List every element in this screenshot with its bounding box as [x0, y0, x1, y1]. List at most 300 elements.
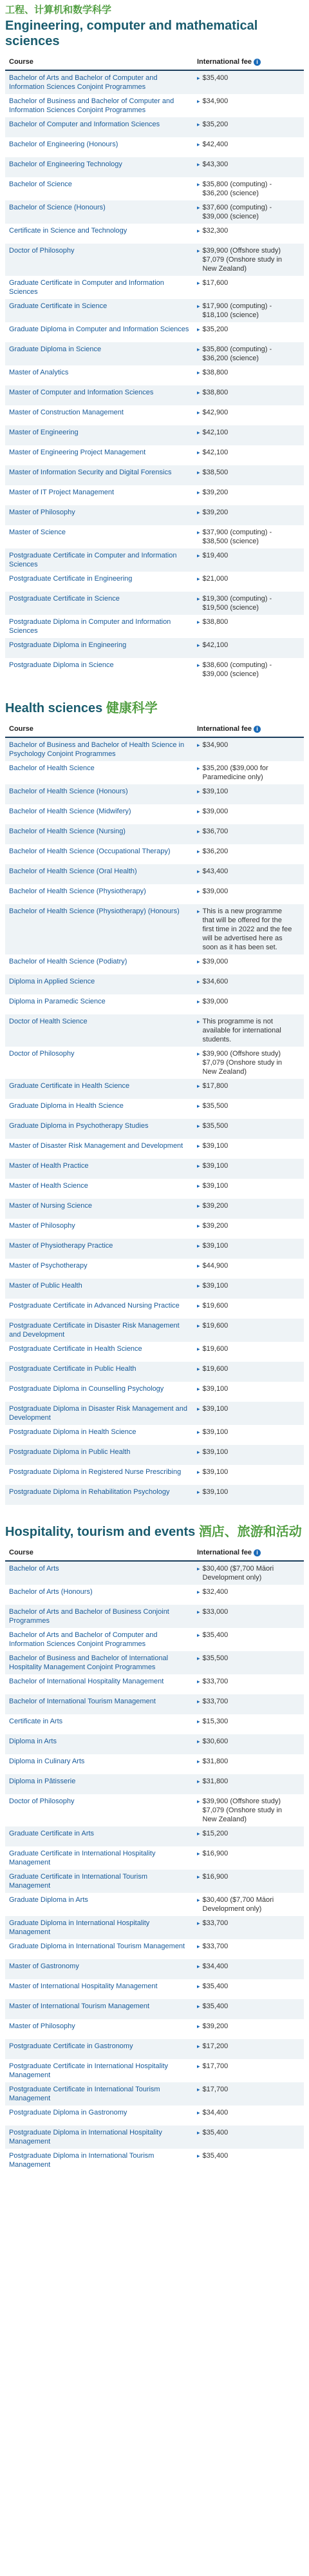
course-name[interactable]: Bachelor of Arts (Honours): [9, 1588, 93, 1596]
bullet-arrow-icon: ▸: [197, 1163, 200, 1169]
section-title: [5, 701, 304, 716]
table-row: [5, 1734, 304, 1754]
table-row: [5, 525, 304, 548]
bullet-arrow-icon: ▸: [197, 489, 200, 496]
bullet-arrow-icon: ▸: [197, 1469, 200, 1475]
course-name[interactable]: Master of Engineering: [5, 425, 193, 445]
fee-value: $16,900: [202, 1873, 229, 1881]
fee-value: $39,900 (Offshore study) $7,079 (Onshore study in New Zealand): [202, 1797, 283, 1823]
fee-cell: [193, 1870, 304, 1893]
table-row: [5, 94, 304, 117]
bullet-arrow-icon: ▸: [197, 1449, 200, 1455]
table-row: [5, 638, 304, 658]
course-name[interactable]: Bachelor of Engineering Technology: [5, 157, 193, 177]
course-name[interactable]: Graduate Diploma in International Tourism Management: [9, 1942, 185, 1950]
section-title: [5, 3, 304, 49]
course-name[interactable]: Bachelor of Health Science: [9, 764, 95, 772]
bullet-arrow-icon: ▸: [197, 642, 200, 648]
course-name[interactable]: Postgraduate Diploma in International Hospitality Management: [5, 2126, 193, 2149]
fee-cell: [193, 94, 304, 117]
fee-cell: [193, 1959, 304, 1979]
table-row: [5, 299, 304, 322]
course-name[interactable]: Postgraduate Certificate in Disaster Risk Management and Development: [5, 1319, 193, 1342]
course-name[interactable]: Master of Computer and Information Sciences: [5, 385, 193, 405]
fee-value: $35,400: [202, 1982, 229, 1990]
course-name[interactable]: Bachelor of Arts and Bachelor of Business Conjoint Programmes: [5, 1605, 193, 1628]
fee-cell: [193, 2019, 304, 2039]
fee-value: $35,400: [202, 2002, 229, 2010]
table-row: [5, 322, 304, 342]
bullet-arrow-icon: ▸: [197, 1758, 200, 1765]
fee-value: $38,500: [202, 469, 229, 476]
course-name[interactable]: Postgraduate Certificate in Health Science: [9, 1345, 142, 1353]
table-row: [5, 1628, 304, 1651]
course-name[interactable]: Graduate Diploma in International Hospitality Management: [5, 1916, 193, 1939]
fee-value: $39,100: [202, 1488, 229, 1496]
course-name[interactable]: Postgraduate Diploma in International Tourism Management: [9, 2152, 154, 2169]
fee-cell: [193, 1846, 304, 1870]
fee-cell: [193, 299, 304, 322]
fee-value: $17,200: [202, 2042, 229, 2050]
fee-value: $39,200: [202, 1202, 229, 1210]
course-name[interactable]: Postgraduate Diploma in Public Health: [5, 1445, 193, 1465]
fee-value: $35,400: [202, 1631, 229, 1639]
course-name[interactable]: Master of Philosophy: [5, 505, 193, 525]
fee-value: $39,200: [202, 508, 229, 516]
table-row: [5, 1561, 304, 1585]
fee-cell: [193, 1219, 304, 1239]
fee-cell: [193, 737, 304, 761]
fee-value: $42,100: [202, 641, 229, 649]
table-row: [5, 737, 304, 761]
course-name[interactable]: Postgraduate Certificate in International Tourism Management: [5, 2082, 193, 2106]
fee-cell: [193, 844, 304, 864]
fee-value: $39,100: [202, 1282, 229, 1290]
table-row: [5, 1119, 304, 1139]
fee-value: $32,400: [202, 1588, 229, 1596]
course-name[interactable]: Postgraduate Diploma in Disaster Risk Management and Development: [5, 1402, 193, 1425]
table-row: [5, 572, 304, 592]
fee-value: $38,800: [202, 618, 229, 626]
fee-cell: [193, 276, 304, 299]
course-name[interactable]: Graduate Certificate in Health Science: [5, 1079, 193, 1099]
info-icon[interactable]: i: [254, 59, 261, 66]
info-icon[interactable]: i: [254, 1549, 261, 1556]
course-name[interactable]: Postgraduate Diploma in Rehabilitation Psychology: [5, 1485, 193, 1505]
fee-value: $42,900: [202, 409, 229, 416]
fee-value: $33,700: [202, 1678, 229, 1685]
table-row: [5, 244, 304, 276]
course-name[interactable]: Postgraduate Certificate in Engineering: [9, 575, 133, 583]
course-name[interactable]: Bachelor of Science: [9, 180, 72, 188]
course-name[interactable]: Graduate Diploma in Science: [5, 342, 193, 365]
table-row: [5, 904, 304, 954]
fee-cell: [193, 525, 304, 548]
fee-cell: [193, 1445, 304, 1465]
fee-value: $36,200: [202, 847, 229, 855]
bullet-arrow-icon: ▸: [197, 1589, 200, 1595]
table-row: [5, 1585, 304, 1605]
table-row: [5, 1714, 304, 1734]
fee-value: $30,400 ($7,700 Māori Development only): [202, 1896, 274, 1913]
course-name[interactable]: Master of Engineering Project Management: [9, 449, 146, 456]
bullet-arrow-icon: ▸: [197, 998, 200, 1005]
course-name[interactable]: Bachelor of Health Science (Physiotherapy) (Honours): [5, 904, 193, 954]
fee-cell: [193, 1714, 304, 1734]
course-name[interactable]: Master of Philosophy: [9, 1222, 75, 1230]
table-row: [5, 365, 304, 385]
bullet-arrow-icon: ▸: [197, 908, 200, 915]
fee-value: $35,400: [202, 2129, 229, 2136]
fee-cell: [193, 1694, 304, 1714]
fee-cell: [193, 572, 304, 592]
bullet-arrow-icon: ▸: [197, 1983, 200, 1990]
bullet-arrow-icon: ▸: [197, 619, 200, 625]
table-row: [5, 2106, 304, 2126]
fee-cell: [193, 974, 304, 994]
course-name[interactable]: Postgraduate Certificate in Gastronomy: [5, 2039, 193, 2059]
fee-cell: [193, 761, 304, 784]
course-name[interactable]: Postgraduate Certificate in Computer and Information Sciences: [5, 548, 193, 572]
table-row: [5, 157, 304, 177]
table-row: [5, 1382, 304, 1402]
course-name[interactable]: Diploma in Culinary Arts: [9, 1758, 85, 1765]
bullet-arrow-icon: ▸: [197, 1143, 200, 1149]
course-name[interactable]: Graduate Diploma in Computer and Information Sciences: [9, 325, 189, 333]
fee-cell: [193, 2149, 304, 2172]
fee-value: $35,800 (computing) - $36,200 (science): [202, 345, 272, 362]
bullet-arrow-icon: ▸: [197, 1798, 200, 1805]
fee-value: $38,800: [202, 389, 229, 396]
course-name[interactable]: Postgraduate Diploma in Gastronomy: [9, 2109, 127, 2116]
fee-value: $19,600: [202, 1345, 229, 1353]
table-row: [5, 1605, 304, 1628]
fee-cell: [193, 864, 304, 884]
fee-value: $35,200 ($39,000 for Paramedicine only): [202, 764, 268, 781]
bullet-arrow-icon: ▸: [197, 1489, 200, 1495]
fee-cell: [193, 425, 304, 445]
bullet-arrow-icon: ▸: [197, 888, 200, 895]
fee-cell: [193, 465, 304, 485]
table-row: [5, 70, 304, 94]
course-name[interactable]: Master of Health Practice: [5, 1159, 193, 1179]
fee-value: $15,300: [202, 1718, 229, 1725]
course-name[interactable]: Diploma in Paramedic Science: [9, 998, 106, 1005]
bullet-arrow-icon: ▸: [197, 1386, 200, 1392]
section-title-cn: 健康科学: [106, 701, 158, 715]
course-name[interactable]: Graduate Certificate in Arts: [5, 1826, 193, 1846]
course-name[interactable]: Doctor of Health Science: [5, 1014, 193, 1047]
course-name[interactable]: Graduate Certificate in International Tourism Management: [5, 1870, 193, 1893]
course-name[interactable]: Postgraduate Diploma in Science: [9, 661, 114, 669]
fee-cell: [193, 1299, 304, 1319]
fee-cell: [193, 1826, 304, 1846]
info-icon[interactable]: i: [254, 726, 261, 733]
table-row: [5, 1179, 304, 1199]
course-name[interactable]: Bachelor of Health Science (Physiotherapy): [9, 887, 146, 895]
course-name[interactable]: Bachelor of Health Science (Midwifery): [9, 808, 131, 815]
table-row: [5, 548, 304, 572]
course-name[interactable]: Master of International Tourism Management: [5, 1999, 193, 2019]
fee-cell: [193, 117, 304, 137]
course-name[interactable]: Doctor of Philosophy: [9, 1797, 75, 1805]
fee-cell: [193, 1674, 304, 1694]
bullet-arrow-icon: ▸: [197, 1303, 200, 1309]
table-row: [5, 465, 304, 485]
fee-value: $39,000: [202, 887, 229, 895]
course-name[interactable]: Postgraduate Diploma in Health Science: [9, 1428, 136, 1436]
bullet-arrow-icon: ▸: [197, 1963, 200, 1970]
course-name[interactable]: Certificate in Science and Technology: [9, 227, 127, 235]
course-name[interactable]: Bachelor of Arts: [5, 1561, 193, 1585]
course-name[interactable]: Bachelor of Health Science (Honours): [5, 784, 193, 804]
course-name[interactable]: Bachelor of Business and Bachelor of Health Science in Psychology Conjoint Programmes: [5, 737, 193, 761]
bullet-arrow-icon: ▸: [197, 576, 200, 582]
fee-table: [5, 1545, 304, 2172]
course-name[interactable]: Master of Public Health: [5, 1279, 193, 1299]
bullet-arrow-icon: ▸: [197, 1943, 200, 1950]
course-name[interactable]: Bachelor of Health Science (Occupational Therapy): [9, 847, 171, 855]
course-name[interactable]: Diploma in Pâtisserie: [5, 1774, 193, 1794]
fee-value: $35,500: [202, 1122, 229, 1130]
fee-cell: [193, 1139, 304, 1159]
bullet-arrow-icon: ▸: [197, 828, 200, 835]
fee-cell: [193, 1979, 304, 1999]
table-row: [5, 405, 304, 425]
column-header-fee-label: International fee: [197, 725, 252, 733]
section-title-en: Health sciences: [5, 701, 103, 715]
course-name[interactable]: Master of Analytics: [9, 369, 69, 376]
course-name[interactable]: Master of Nursing Science: [5, 1199, 193, 1219]
bullet-arrow-icon: ▸: [197, 1850, 200, 1857]
table-row: [5, 1199, 304, 1219]
table-row: [5, 1425, 304, 1445]
table-row: [5, 117, 304, 137]
fee-value: $37,900 (computing) - $38,500 (science): [202, 528, 272, 545]
table-row: [5, 2126, 304, 2149]
fee-cell: [193, 548, 304, 572]
course-name[interactable]: Master of Construction Management: [9, 409, 124, 416]
table-row: [5, 1099, 304, 1119]
course-name[interactable]: Master of Science: [9, 528, 66, 536]
course-name[interactable]: Bachelor of Health Science (Podiatry): [9, 958, 127, 965]
bullet-arrow-icon: ▸: [197, 98, 200, 104]
course-name[interactable]: Doctor of Philosophy: [9, 1050, 75, 1058]
course-name[interactable]: Bachelor of Business and Bachelor of International Hospitality Management Conjoint Programmes: [5, 1651, 193, 1674]
column-header-fee: [193, 1545, 304, 1561]
course-name[interactable]: Postgraduate Certificate in Public Health: [5, 1362, 193, 1382]
bullet-arrow-icon: ▸: [197, 2043, 200, 2049]
course-name[interactable]: Bachelor of Computer and Information Sciences: [5, 117, 193, 137]
table-row: [5, 844, 304, 864]
course-name[interactable]: Postgraduate Diploma in Engineering: [5, 638, 193, 658]
bullet-arrow-icon: ▸: [197, 161, 200, 168]
fee-value: $35,200: [202, 121, 229, 128]
table-row: [5, 2059, 304, 2082]
bullet-arrow-icon: ▸: [197, 1346, 200, 1352]
fee-value: $39,900 (Offshore study) $7,079 (Onshore study in New Zealand): [202, 247, 283, 273]
course-name[interactable]: Master of Psychotherapy: [9, 1262, 88, 1270]
bullet-arrow-icon: ▸: [197, 1830, 200, 1837]
fee-cell: [193, 137, 304, 157]
table-row: [5, 1870, 304, 1893]
fee-value: $39,900 (Offshore study) $7,079 (Onshore study in New Zealand): [202, 1050, 283, 1076]
fee-value: $37,600 (computing) - $39,000 (science): [202, 204, 272, 220]
fee-cell: [193, 1362, 304, 1382]
bullet-arrow-icon: ▸: [197, 1738, 200, 1745]
course-name[interactable]: Master of Gastronomy: [5, 1959, 193, 1979]
bullet-arrow-icon: ▸: [197, 662, 200, 668]
course-name[interactable]: Postgraduate Diploma in Counselling Psychology: [9, 1385, 164, 1393]
bullet-arrow-icon: ▸: [197, 2086, 200, 2093]
course-name[interactable]: Diploma in Applied Science: [5, 974, 193, 994]
column-header-fee-label: International fee: [197, 1549, 252, 1556]
fee-cell: [193, 1651, 304, 1674]
section-title-en: Hospitality, tourism and events: [5, 1525, 196, 1539]
table-row: [5, 1047, 304, 1079]
table-row: [5, 1279, 304, 1299]
fee-value: $19,300 (computing) - $19,500 (science): [202, 595, 272, 612]
course-name[interactable]: Graduate Diploma in Arts: [9, 1896, 88, 1904]
fee-value: $32,300: [202, 227, 229, 235]
table-row: [5, 864, 304, 884]
bullet-arrow-icon: ▸: [197, 1203, 200, 1209]
fee-value: $39,000: [202, 998, 229, 1005]
bullet-arrow-icon: ▸: [197, 1897, 200, 1903]
course-name[interactable]: Bachelor of Health Science (Nursing): [5, 824, 193, 844]
table-row: [5, 2019, 304, 2039]
course-name[interactable]: Master of Philosophy: [9, 2022, 75, 2030]
course-name[interactable]: Bachelor of Arts and Bachelor of Computer and Information Sciences Conjoint Programmes: [9, 1631, 158, 1648]
fee-cell: [193, 1199, 304, 1219]
course-name[interactable]: Bachelor of Business and Bachelor of Computer and Information Sciences Conjoint Programmes: [9, 97, 174, 114]
fee-value: $35,500: [202, 1102, 229, 1110]
course-name[interactable]: Graduate Diploma in Health Science: [9, 1102, 124, 1110]
fee-value: $30,600: [202, 1738, 229, 1745]
fee-cell: [193, 2126, 304, 2149]
fee-cell: [193, 1916, 304, 1939]
bullet-arrow-icon: ▸: [197, 1565, 200, 1572]
fee-value: $34,900: [202, 97, 229, 105]
fee-cell: [193, 615, 304, 638]
bullet-arrow-icon: ▸: [197, 2063, 200, 2069]
course-name[interactable]: Doctor of Philosophy: [5, 244, 193, 276]
course-name[interactable]: Postgraduate Certificate in International Hospitality Management: [9, 2062, 169, 2079]
course-name[interactable]: Postgraduate Diploma in Registered Nurse Prescribing: [9, 1468, 182, 1476]
table-row: [5, 1465, 304, 1485]
bullet-arrow-icon: ▸: [197, 1406, 200, 1412]
fee-value: $19,600: [202, 1365, 229, 1373]
course-name[interactable]: Master of Health Science: [9, 1182, 88, 1190]
table-row: [5, 342, 304, 365]
fee-value: $15,200: [202, 1830, 229, 1837]
fee-cell: [193, 1425, 304, 1445]
fee-cell: [193, 1561, 304, 1585]
bullet-arrow-icon: ▸: [197, 326, 200, 333]
bullet-arrow-icon: ▸: [197, 228, 200, 234]
course-name[interactable]: Graduate Diploma in Psychotherapy Studies: [5, 1119, 193, 1139]
table-row: [5, 137, 304, 157]
bullet-arrow-icon: ▸: [197, 1874, 200, 1880]
bullet-arrow-icon: ▸: [197, 1632, 200, 1638]
course-name[interactable]: Bachelor of Engineering (Honours): [9, 140, 118, 148]
course-name[interactable]: Master of Disaster Risk Management and Development: [9, 1142, 183, 1150]
course-name[interactable]: Graduate Certificate in Computer and Information Sciences: [9, 279, 164, 296]
fee-value: $17,600: [202, 279, 229, 287]
course-name[interactable]: Diploma in Arts: [5, 1734, 193, 1754]
bullet-arrow-icon: ▸: [197, 2109, 200, 2116]
fee-cell: [193, 342, 304, 365]
fee-cell: [193, 2106, 304, 2126]
fee-value: $31,800: [202, 1758, 229, 1765]
course-name[interactable]: Master of Information Security and Digital Forensics: [5, 465, 193, 485]
fee-cell: [193, 804, 304, 824]
fee-cell: [193, 1485, 304, 1505]
course-name[interactable]: Bachelor of Health Science (Oral Health): [5, 864, 193, 884]
table-row: [5, 1754, 304, 1774]
table-row: [5, 2082, 304, 2106]
table-row: [5, 1239, 304, 1259]
fee-value: $39,200: [202, 489, 229, 496]
fee-cell: [193, 1179, 304, 1199]
fee-cell: [193, 1259, 304, 1279]
bullet-arrow-icon: ▸: [197, 1429, 200, 1435]
course-name[interactable]: Postgraduate Certificate in Science: [5, 592, 193, 615]
fee-value: $43,300: [202, 160, 229, 168]
fee-value: $36,700: [202, 828, 229, 835]
course-name[interactable]: Graduate Certificate in International Hospitality Management: [9, 1850, 156, 1866]
course-name[interactable]: Postgraduate Certificate in Advanced Nursing Practice: [9, 1302, 180, 1310]
fee-tables-page: [5, 0, 304, 2172]
fee-cell: [193, 1099, 304, 1119]
table-row: [5, 954, 304, 974]
table-row: [5, 824, 304, 844]
table-row: [5, 1362, 304, 1382]
fee-table: [5, 54, 304, 681]
table-row: [5, 994, 304, 1014]
bullet-arrow-icon: ▸: [197, 1051, 200, 1057]
fee-cell: [193, 405, 304, 425]
fee-value: $34,600: [202, 978, 229, 985]
fee-value: $42,100: [202, 449, 229, 456]
bullet-arrow-icon: ▸: [197, 552, 200, 559]
table-row: [5, 1939, 304, 1959]
fee-cell: [193, 445, 304, 465]
bullet-arrow-icon: ▸: [197, 1123, 200, 1129]
fee-value: $35,400: [202, 2152, 229, 2160]
course-name[interactable]: Bachelor of International Hospitality Management: [9, 1678, 164, 1685]
table-row: [5, 485, 304, 505]
column-header-fee: [193, 721, 304, 737]
fee-value: $33,700: [202, 1919, 229, 1927]
table-row: [5, 592, 304, 615]
table-row: [5, 1319, 304, 1342]
course-name[interactable]: Postgraduate Diploma in Computer and Information Sciences: [9, 618, 171, 635]
fee-value: $39,100: [202, 1182, 229, 1190]
course-name[interactable]: Bachelor of Arts and Bachelor of Computer and Information Sciences Conjoint Programmes: [5, 70, 193, 94]
course-name[interactable]: Bachelor of International Tourism Management: [5, 1694, 193, 1714]
course-name[interactable]: Bachelor of Science (Honours): [5, 200, 193, 224]
course-name[interactable]: Master of IT Project Management: [9, 489, 115, 496]
bullet-arrow-icon: ▸: [197, 303, 200, 309]
fee-value: $35,200: [202, 325, 229, 333]
fee-cell: [193, 322, 304, 342]
course-name[interactable]: Certificate in Arts: [9, 1718, 63, 1725]
course-name[interactable]: Graduate Certificate in Science: [5, 299, 193, 322]
fee-cell: [193, 1279, 304, 1299]
course-name[interactable]: Master of International Hospitality Management: [9, 1982, 158, 1990]
course-name[interactable]: Master of Physiotherapy Practice: [5, 1239, 193, 1259]
